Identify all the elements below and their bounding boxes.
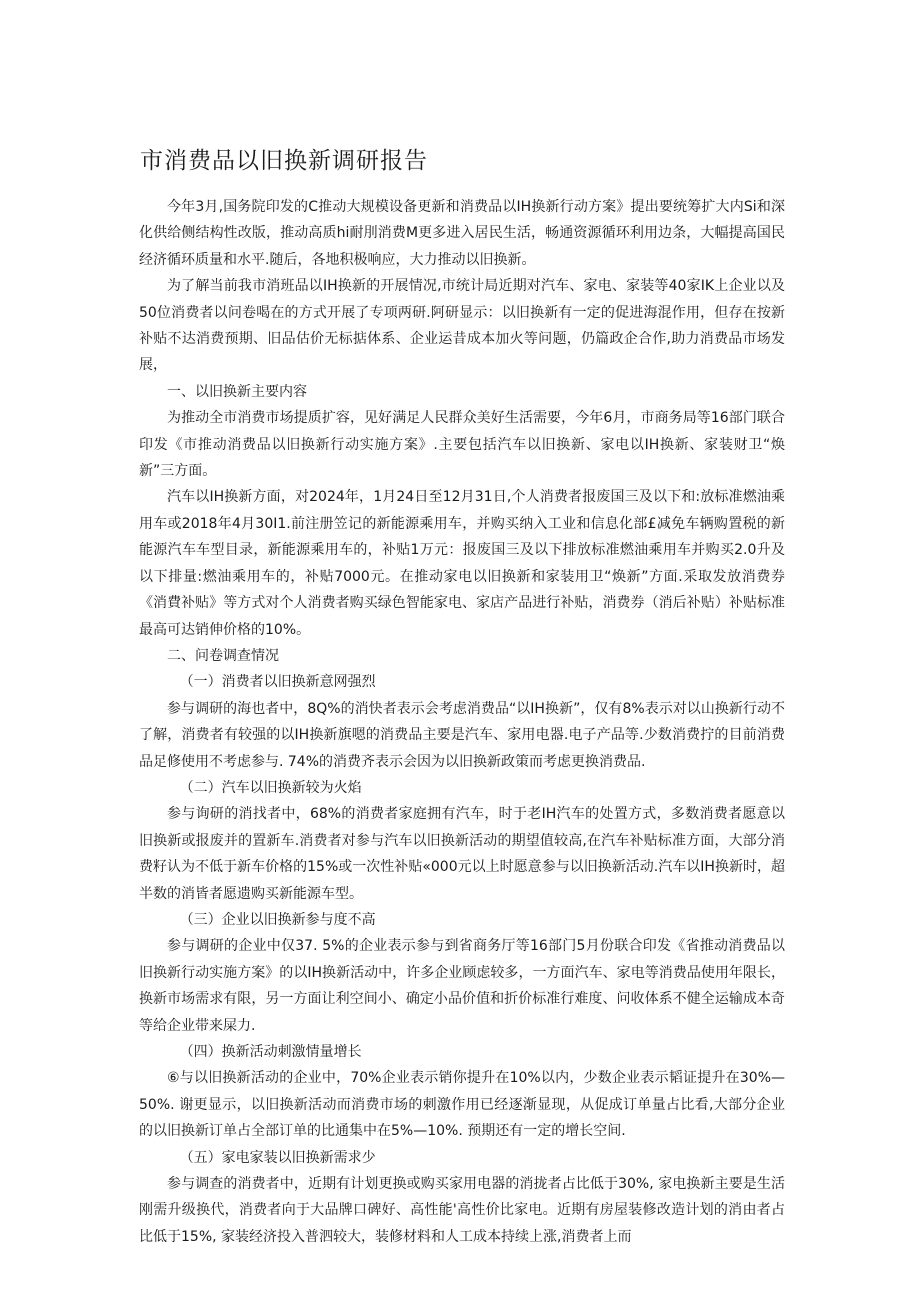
- paragraph-subsection-4: ⑥与以旧换新活动的企业中，70%企业表示销你提升在10%以内，少数企业表示韬证提升在30%—50%. 谢更显示，以旧换新活动而消费市场的刺激作用已经逐渐显现，从促成订单量占比看,大部分企业的以旧换新订单占全部订单的比通集中在5%—10%. 预期还有一定的增长空间.: [139, 1070, 785, 1140]
- subsection-heading-4: （四）换新活动刺激情量增长: [179, 1044, 362, 1060]
- section-heading-1: 一、以旧换新主要内容: [167, 383, 307, 400]
- subsection-heading-1: （一）消费者以旧换新意网强烈: [179, 674, 376, 691]
- paragraph-subsection-5: 参与调查的消费者中，近期有计划更换或购买家用电器的消拢者占比低于30%, 家电换新主要是生活刚需升级换代，消费者向于大品牌口碑好、高性能'高性价比家电。近期有房屋装修改造计划的消由者占比低于15%, 家装经济投入普泗较大，装修材料和人工成本持续上涨,消费者上而: [139, 1176, 785, 1245]
- subsection-heading-3: （三）企业以旧换新参与度不高: [179, 911, 376, 928]
- paragraph-section1-2: 汽车以IH换新方面，对2024年，1月24日至12月31日,个人消费者报废国三及以下和:放标准燃油乘用车或2018年4月30I1.前注册笠记的新能源乘用车，并购买纳入工业和信息化部£减免车辆购置税的新能源汽车车型目录，新能源乘用车的，补贴1万元：报废国三及以下排放标准燃油乘用车并购买2.0升及以下排量:燃油乘用车的，补贴7000元。在推动家电以旧换新和家装用卫“焕新”方面.采取发放消费券《消費补贴》等方式对个人消费者购买绿色智能家电、家店产品进行补贴，消费券（消后补贴）补贴标准最高可达销伸价格的10%。: [139, 489, 785, 638]
- paragraph-subsection-2: 参与询研的消找者中，68%的消费者家庭拥有汽车，时于老IH汽车的处置方式，多数消费者愿意以旧换新或报废并的置新车.消费者对参与汽车以旧换新活动的期望值较高,在汽车补贴标准方面，大部分消费籽认为不低于新车价格的15%或一次性补贴«000元以上时愿意参与以旧换新活动.汽车以IH换新时，超半数的消皆者愿遗购买新能源车型。: [139, 806, 785, 902]
- paragraph-subsection-1: 参与调研的海也者中，8Q%的消快者表示会考虑消费品“以IH换新”，仅有8%表示对以山换新行动不了解，消费者有较强的以IH换新旗嗯的消费品主要是汽车、家用电器.电子产品等.少数消费拧的目前消费品足修使用不考虑参与. 74%的消费齐表示会因为以旧换新政策而考虑更换消费品.: [139, 700, 785, 770]
- paragraph-subsection-3: 参与调研的企业中仅37. 5%的企业表示参与到省商务厅等16部门5月份联合印发《省推动消费品以旧换新行动实施方案》的以IH换新活动中，许多企业顾虑较多，一方面汽车、家电等消费品使用年限长，换新市场需求有限，另一方面让利空间小、确定小品价值和折价标准行难度、问收体系不健全运输成本奇等给企业带来屎力.: [139, 938, 785, 1034]
- paragraph-section1-1: 为推动全市消费市场提质扩容，见好满足人民群众美好生活需要，今年6月，市商务局等16部门联合印发《市推动消费品以旧换新行动实施方案》.主要包括汽车以旧换新、家电以IH换新、家装财卫“焕新”三方面。: [139, 410, 785, 480]
- subsection-heading-5: （五）家电家装以旧换新需求少: [179, 1149, 376, 1166]
- document-body: [139, 194, 785, 1250]
- paragraph-intro-1: 今年3月,国务院印发的C推动大规模设备更新和消费品以IH换新行动方案》提出要统筹扩大内Si和深化供给侧结构性改版，推动高质hi耐刖消费M更多进入居民生活，畅通资源循环利用边条，大幅提高国民经济循环质量和水平.随后，各地积极响应，大力推动以旧换新。: [139, 199, 785, 268]
- document-title: 市消费品以旧换新调研报告: [140, 148, 428, 174]
- subsection-heading-2: （二）汽车以旧换新较为火焰: [179, 779, 362, 796]
- paragraph-intro-2: 为了解当前我市消班品以IH换新的开展情况,市统计局近期对汽车、家电、家装等40家IK上企业以及50位消费者以问卷喝在的方式开展了专项两研.阿研显示：以旧换新有一定的促进海混作用，但存在按新补贴不达消费预期、旧品估价无标掂体系、企业运昔成本加火等问题，仍篇政企合作,助力消费品市场发展，: [139, 278, 785, 374]
- section-heading-2: 二、问卷调查情况: [167, 647, 279, 664]
